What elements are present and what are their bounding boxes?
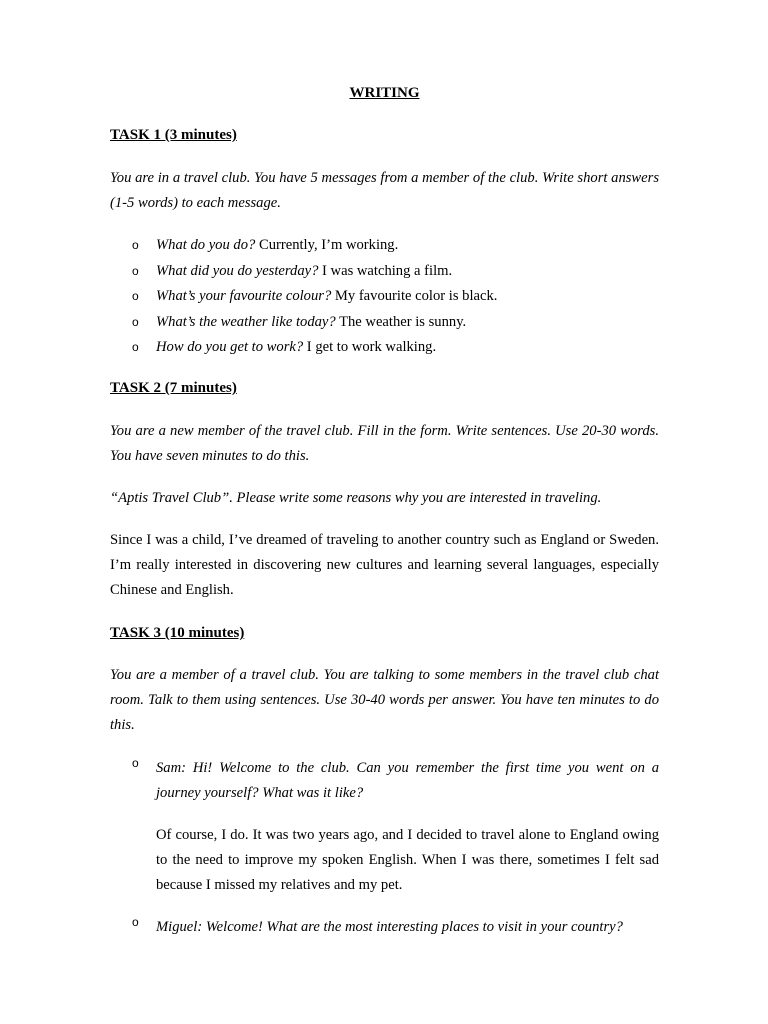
document-title: WRITING xyxy=(349,85,420,101)
task1-answer: My favourite color is black. xyxy=(331,288,498,304)
list-item xyxy=(110,259,659,285)
task1-answer-list xyxy=(110,233,659,361)
task1-answer: I get to work walking. xyxy=(303,339,437,355)
task1-question: What did you do yesterday? xyxy=(156,262,319,279)
task1-answer: The weather is sunny. xyxy=(335,313,467,330)
chat-question: Miguel: Welcome! What are the most interesting places to visit in your country? xyxy=(156,919,623,935)
list-item xyxy=(110,335,659,361)
task1-question: What’s your favourite colour? xyxy=(156,288,332,304)
task3-chat-list xyxy=(110,756,659,940)
bullet-icon: o xyxy=(132,314,139,329)
task2-heading: TASK 2 (7 minutes) xyxy=(110,380,237,396)
task1-answer: I was watching a film. xyxy=(318,262,453,279)
bullet-icon: o xyxy=(132,756,139,770)
chat-item xyxy=(110,756,659,898)
chat-answer: Of course, I do. It was two years ago, and I decided to travel alone to England owing to the need to improve my spoken English. When I was there, sometimes I felt sad because I missed my relatives and my pet. xyxy=(156,827,659,893)
task1-question: What’s the weather like today? xyxy=(156,313,336,330)
task2-prompt: “Aptis Travel Club”. Please write some reasons why you are interested in traveling. xyxy=(110,490,602,506)
task1-instructions: You are in a travel club. You have 5 messages from a member of the club. Write short answers (1-5 words) to each message. xyxy=(110,170,659,211)
task1-heading: TASK 1 (3 minutes) xyxy=(110,127,237,143)
task1-question: What do you do? xyxy=(156,237,256,253)
list-item xyxy=(110,233,659,259)
bullet-icon: o xyxy=(132,915,139,929)
chat-item xyxy=(110,915,659,940)
bullet-icon: o xyxy=(132,263,139,278)
task2-instructions: You are a new member of the travel club. Fill in the form. Write sentences. Use 20-30 words. You have seven minutes to do this. xyxy=(110,423,659,464)
bullet-icon: o xyxy=(132,289,139,303)
task2-answer: Since I was a child, I’ve dreamed of traveling to another country such as England or Sweden. I’m really interested in discovering new cultures and learning several languages, especially Chinese and English. xyxy=(110,532,659,598)
bullet-icon: o xyxy=(132,238,139,252)
task3-heading: TASK 3 (10 minutes) xyxy=(110,625,245,641)
list-item xyxy=(110,310,659,336)
task1-question: How do you get to work? xyxy=(156,339,304,355)
task1-answer: Currently, I’m working. xyxy=(255,237,399,253)
list-item xyxy=(110,284,659,310)
task3-instructions: You are a member of a travel club. You are talking to some members in the travel club chat room. Talk to them using sentences. Use 30-40 words per answer. You have ten minutes to do this. xyxy=(110,667,659,733)
bullet-icon: o xyxy=(132,340,139,354)
chat-question: Sam: Hi! Welcome to the club. Can you remember the first time you went on a journey yourself? What was it like? xyxy=(156,760,659,801)
